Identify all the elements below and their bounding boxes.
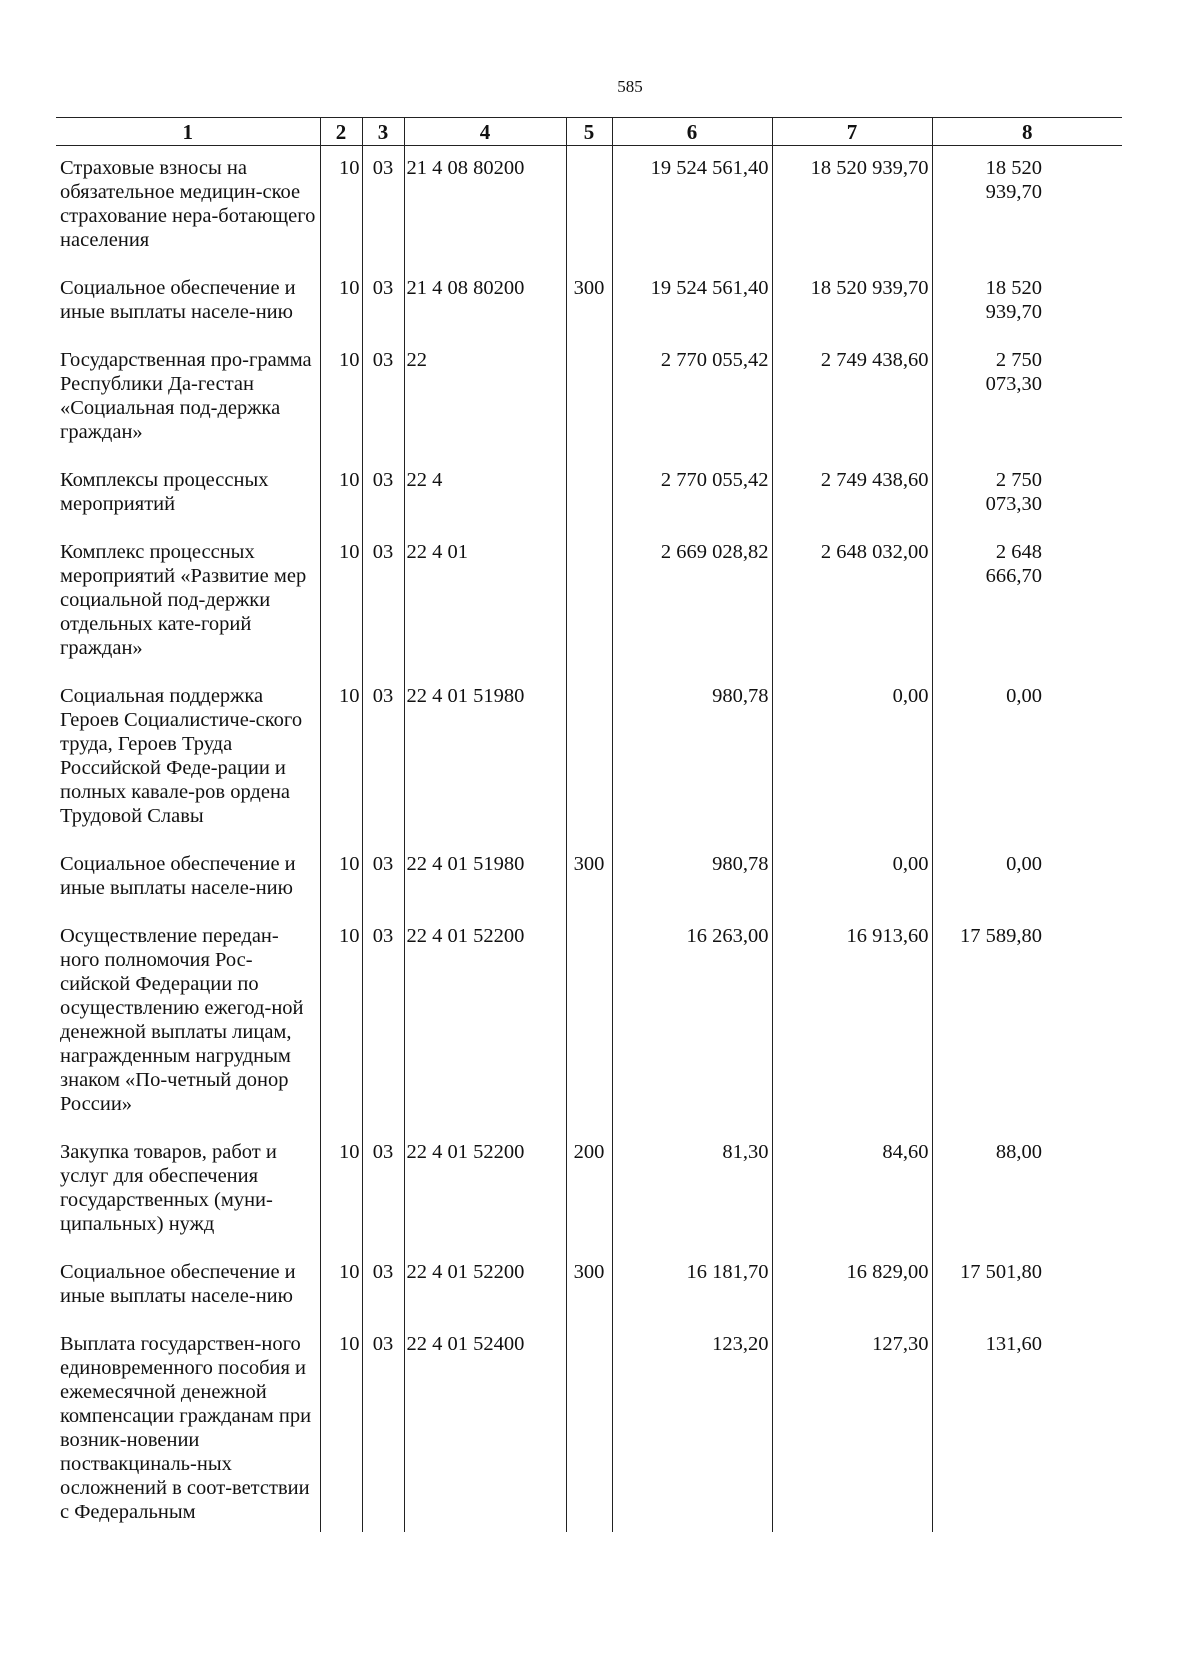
target-article-code: 22 4 01 51980 — [404, 842, 566, 914]
expense-type-code — [566, 674, 612, 842]
amount-col7: 84,60 — [772, 1130, 932, 1250]
subsection-code: 03 — [362, 146, 404, 267]
item-name: Выплата государствен-ного единовременного пособия и ежемесячной денежной компенсации гражданам при возник-новении поствакциналь-ных осложнений в соот-ветствии с Федеральным — [60, 1333, 312, 1523]
table-row — [56, 458, 1122, 530]
amount-col8: 17 501,80 — [932, 1250, 1122, 1322]
table-row — [56, 530, 1122, 674]
subsection-code: 03 — [362, 458, 404, 530]
expense-type-code — [566, 1322, 612, 1532]
subsection-code: 03 — [362, 914, 404, 1130]
column-header: 7 — [772, 118, 932, 146]
subsection-code: 03 — [362, 530, 404, 674]
section-code: 10 — [320, 530, 362, 674]
amount-col8: 88,00 — [932, 1130, 1122, 1250]
column-header: 5 — [566, 118, 612, 146]
section-code: 10 — [320, 1322, 362, 1532]
amount-col6: 980,78 — [612, 842, 772, 914]
target-article-code: 22 4 — [404, 458, 566, 530]
column-header: 3 — [362, 118, 404, 146]
amount-col8: 2 750 073,30 — [932, 458, 1122, 530]
item-name: Страховые взносы на обязательное медицин-ское страхование нера-ботающего населения — [60, 157, 316, 251]
amount-col8: 18 520 939,70 — [932, 266, 1122, 338]
table-row — [56, 674, 1122, 842]
amount-col7: 127,30 — [772, 1322, 932, 1532]
section-code: 10 — [320, 458, 362, 530]
expense-type-code — [566, 146, 612, 267]
amount-col8: 0,00 — [932, 842, 1122, 914]
target-article-code: 22 4 01 52400 — [404, 1322, 566, 1532]
amount-col6: 2 770 055,42 — [612, 338, 772, 458]
section-code: 10 — [320, 266, 362, 338]
target-article-code: 22 4 01 — [404, 530, 566, 674]
expense-type-code — [566, 338, 612, 458]
subsection-code: 03 — [362, 338, 404, 458]
amount-col6: 81,30 — [612, 1130, 772, 1250]
column-header: 6 — [612, 118, 772, 146]
item-name: Осуществление передан-ного полномочия Рос-сийской Федерации по осуществлению ежегод-ной денежной выплаты лицам, награжденным нагрудным знаком «По-четный донор России» — [60, 925, 304, 1115]
expense-type-code — [566, 530, 612, 674]
section-code: 10 — [320, 914, 362, 1130]
table-row — [56, 146, 1122, 267]
amount-col6: 2 669 028,82 — [612, 530, 772, 674]
target-article-code: 22 — [404, 338, 566, 458]
column-header: 1 — [56, 118, 320, 146]
amount-col6: 123,20 — [612, 1322, 772, 1532]
amount-col6: 19 524 561,40 — [612, 146, 772, 267]
subsection-code: 03 — [362, 266, 404, 338]
subsection-code: 03 — [362, 1322, 404, 1532]
section-code: 10 — [320, 674, 362, 842]
item-name: Социальная поддержка Героев Социалистиче-ского труда, Героев Труда Российской Феде-рации и полных кавале-ров ордена Трудовой Славы — [60, 685, 303, 827]
expense-type-code: 300 — [566, 842, 612, 914]
amount-col6: 980,78 — [612, 674, 772, 842]
amount-col7: 0,00 — [772, 842, 932, 914]
amount-col8: 17 589,80 — [932, 914, 1122, 1130]
expense-type-code: 200 — [566, 1130, 612, 1250]
amount-col8: 131,60 — [932, 1322, 1122, 1532]
table-header-row — [56, 118, 1122, 146]
section-code: 10 — [320, 1250, 362, 1322]
amount-col8: 0,00 — [932, 674, 1122, 842]
amount-col8: 2 750 073,30 — [932, 338, 1122, 458]
amount-col8: 18 520 939,70 — [932, 146, 1122, 267]
expense-type-code: 300 — [566, 1250, 612, 1322]
amount-col8: 2 648 666,70 — [932, 530, 1122, 674]
item-name: Закупка товаров, работ и услуг для обеспечения государственных (муни-ципальных) нужд — [60, 1141, 277, 1235]
section-code: 10 — [320, 146, 362, 267]
amount-col7: 2 648 032,00 — [772, 530, 932, 674]
budget-table — [56, 117, 1122, 1532]
target-article-code: 22 4 01 51980 — [404, 674, 566, 842]
amount-col7: 18 520 939,70 — [772, 266, 932, 338]
amount-col6: 16 181,70 — [612, 1250, 772, 1322]
amount-col7: 2 749 438,60 — [772, 338, 932, 458]
amount-col6: 2 770 055,42 — [612, 458, 772, 530]
target-article-code: 22 4 01 52200 — [404, 914, 566, 1130]
table-row — [56, 842, 1122, 914]
section-code: 10 — [320, 1130, 362, 1250]
table-row — [56, 1130, 1122, 1250]
table-row — [56, 1250, 1122, 1322]
subsection-code: 03 — [362, 674, 404, 842]
column-header: 2 — [320, 118, 362, 146]
amount-col6: 16 263,00 — [612, 914, 772, 1130]
amount-col7: 0,00 — [772, 674, 932, 842]
item-name: Комплексы процессных мероприятий — [60, 469, 269, 515]
table-row — [56, 266, 1122, 338]
expense-type-code — [566, 914, 612, 1130]
expense-type-code — [566, 458, 612, 530]
target-article-code: 21 4 08 80200 — [404, 266, 566, 338]
subsection-code: 03 — [362, 842, 404, 914]
item-name: Комплекс процессных мероприятий «Развитие мер социальной под-держки отдельных кате-горий граждан» — [60, 541, 307, 659]
table-row — [56, 1322, 1122, 1532]
table-row — [56, 914, 1122, 1130]
section-code: 10 — [320, 842, 362, 914]
section-code: 10 — [320, 338, 362, 458]
amount-col7: 16 829,00 — [772, 1250, 932, 1322]
page-number: 585 — [617, 77, 643, 96]
amount-col7: 2 749 438,60 — [772, 458, 932, 530]
amount-col6: 19 524 561,40 — [612, 266, 772, 338]
budget-table-container — [56, 117, 1122, 1532]
item-name: Социальное обеспечение и иные выплаты населе-нию — [60, 853, 296, 899]
table-row — [56, 338, 1122, 458]
subsection-code: 03 — [362, 1250, 404, 1322]
item-name: Социальное обеспечение и иные выплаты населе-нию — [60, 277, 296, 323]
expense-type-code: 300 — [566, 266, 612, 338]
item-name: Социальное обеспечение и иные выплаты населе-нию — [60, 1261, 296, 1307]
column-header: 4 — [404, 118, 566, 146]
target-article-code: 21 4 08 80200 — [404, 146, 566, 267]
amount-col7: 18 520 939,70 — [772, 146, 932, 267]
amount-col7: 16 913,60 — [772, 914, 932, 1130]
column-header: 8 — [932, 118, 1122, 146]
target-article-code: 22 4 01 52200 — [404, 1130, 566, 1250]
subsection-code: 03 — [362, 1130, 404, 1250]
target-article-code: 22 4 01 52200 — [404, 1250, 566, 1322]
item-name: Государственная про-грамма Республики Да-гестан «Социальная под-держка граждан» — [60, 349, 312, 443]
